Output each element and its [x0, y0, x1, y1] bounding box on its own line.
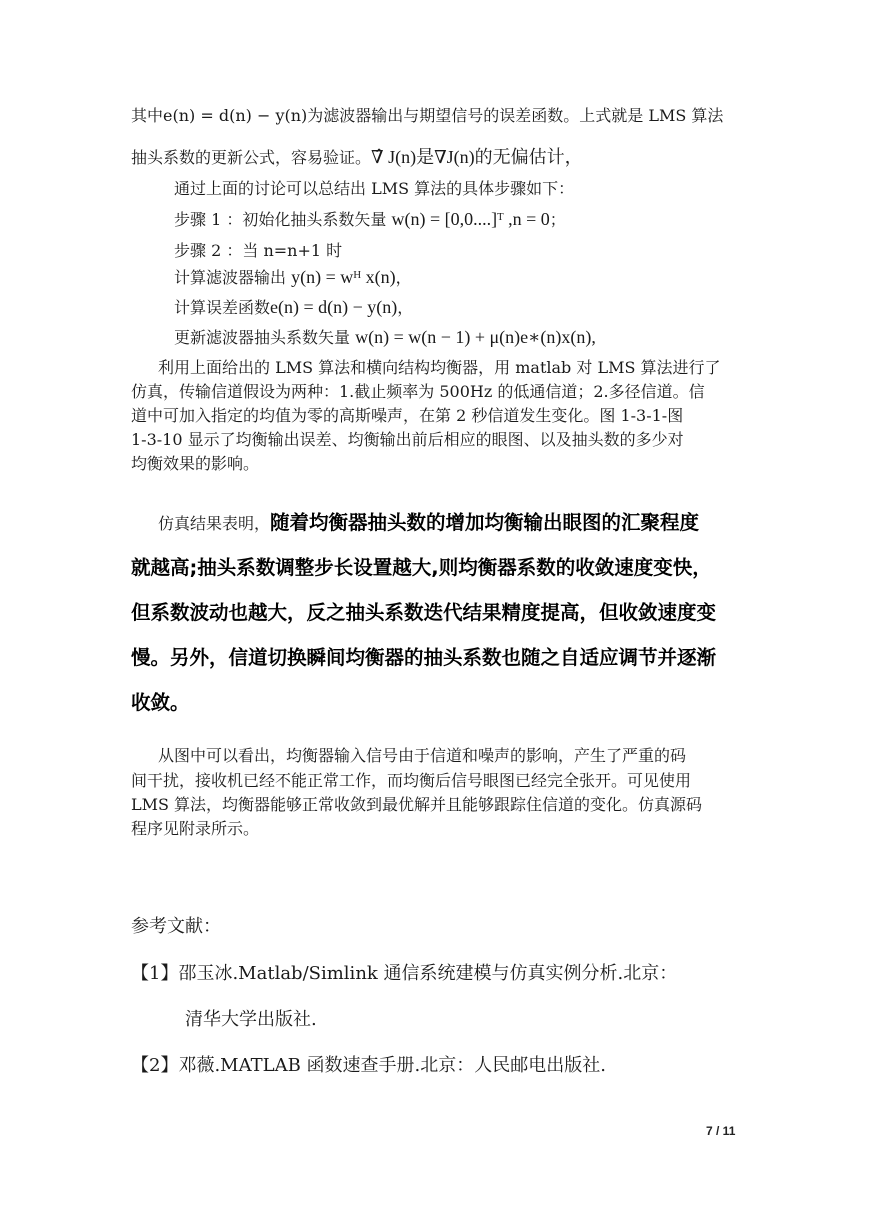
references-heading: 参考文献：	[131, 916, 221, 937]
step-compute-error	[174, 296, 413, 319]
conclusion-line-5: 收敛。	[131, 691, 190, 714]
text-line-2-a: 抽头系数的更新公式，容易验证。	[131, 148, 372, 167]
para2-line-3: LMS 算法，均衡器能够正常收敛到最优解并且能够跟踪住信道的变化。仿真源码	[131, 795, 703, 814]
reference-1-continuation: 清华大学出版社.	[185, 1009, 317, 1030]
gradient-estimate-formula: ∇̂ J(n)是∇J(n)的无偏估计，	[371, 147, 583, 167]
para2-line-1: 从图中可以看出，均衡器输入信号由于信道和噪声的影响，产生了严重的码	[158, 746, 687, 765]
reference-2-number: 【2】	[131, 1055, 179, 1076]
para1-line-1: 利用上面给出的 LMS 算法和横向结构均衡器，用 matlab 对 LMS 算法进行了	[158, 358, 721, 377]
para2-line-4: 程序见附录所示。	[131, 819, 260, 838]
step-compute-error-label: 计算误差函数	[174, 298, 271, 317]
error-formula: e(n) = d(n) − y(n)	[270, 297, 398, 317]
step-compute-error-end: ，	[397, 298, 414, 317]
output-formula: y(n) = wᴴ x(n)	[291, 267, 396, 287]
step-compute-output-label: 计算滤波器输出	[174, 268, 292, 287]
step-1	[174, 208, 566, 231]
conclusion-line-1	[158, 507, 699, 535]
page-number: 7 / 11	[706, 1124, 736, 1138]
step-update-weights-label: 更新滤波器抽头系数矢量	[174, 328, 356, 347]
text-line-1: 其中e(n) = d(n) − y(n)为滤波器输出与期望信号的误差函数。上式就是 LMS 算法	[131, 106, 724, 125]
para1-line-2: 仿真，传输信道假设为两种：1.截止频率为 500Hz 的低通信道；2.多径信道。信	[131, 382, 705, 401]
step-compute-output	[174, 266, 412, 289]
conclusion-lead: 仿真结果表明，	[158, 514, 271, 533]
text-line-2	[131, 146, 583, 169]
conclusion-line-3: 但系数波动也越大，反之抽头系数迭代结果精度提高，但收敛速度变	[131, 601, 717, 624]
para1-line-4: 1-3-10 显示了均衡输出误差、均衡输出前后相应的眼图、以及抽头数的多少对	[131, 430, 684, 449]
conclusion-line-4: 慢。另外，信道切换瞬间均衡器的抽头系数也随之自适应调节并逐渐	[131, 646, 717, 669]
reference-1	[131, 963, 677, 985]
step-2: 步骤 2 ：当 n=n+1 时	[174, 241, 343, 260]
steps-intro: 通过上面的讨论可以总结出 LMS 算法的具体步骤如下：	[174, 179, 575, 198]
step-1-label: 步骤 1 ：初始化抽头系数矢量	[174, 210, 392, 229]
weight-update-formula: w(n) = w(n − 1) + μ(n)e∗(n)x(n),	[355, 327, 596, 347]
step-1-formula: w(n) = [0,0....]ᵀ ,n = 0	[391, 209, 550, 229]
para1-line-3: 道中可加入指定的均值为零的高斯噪声，在第 2 秒信道发生变化。图 1-3-1-图	[131, 406, 684, 425]
reference-2-text: 邓薇.MATLAB 函数速查手册.北京：人民邮电出版社.	[178, 1055, 606, 1076]
reference-1-text: 邵玉冰.Matlab/Simlink 通信系统建模与仿真实例分析.北京：	[178, 963, 678, 984]
reference-1-number: 【1】	[131, 963, 179, 984]
step-update-weights	[174, 326, 596, 349]
conclusion-bold-1: 随着均衡器抽头数的增加均衡输出眼图的汇聚程度	[270, 511, 700, 534]
para1-line-5: 均衡效果的影响。	[131, 454, 260, 473]
step-compute-output-end: ，	[395, 268, 412, 287]
step-1-end: ；	[549, 210, 566, 229]
conclusion-line-2: 就越高;抽头系数调整步长设置越大,则均衡器系数的收敛速度变快，	[131, 556, 712, 579]
para2-line-2: 间干扰，接收机已经不能正常工作，而均衡后信号眼图已经完全张开。可见使用	[131, 771, 692, 790]
reference-2	[131, 1055, 606, 1077]
